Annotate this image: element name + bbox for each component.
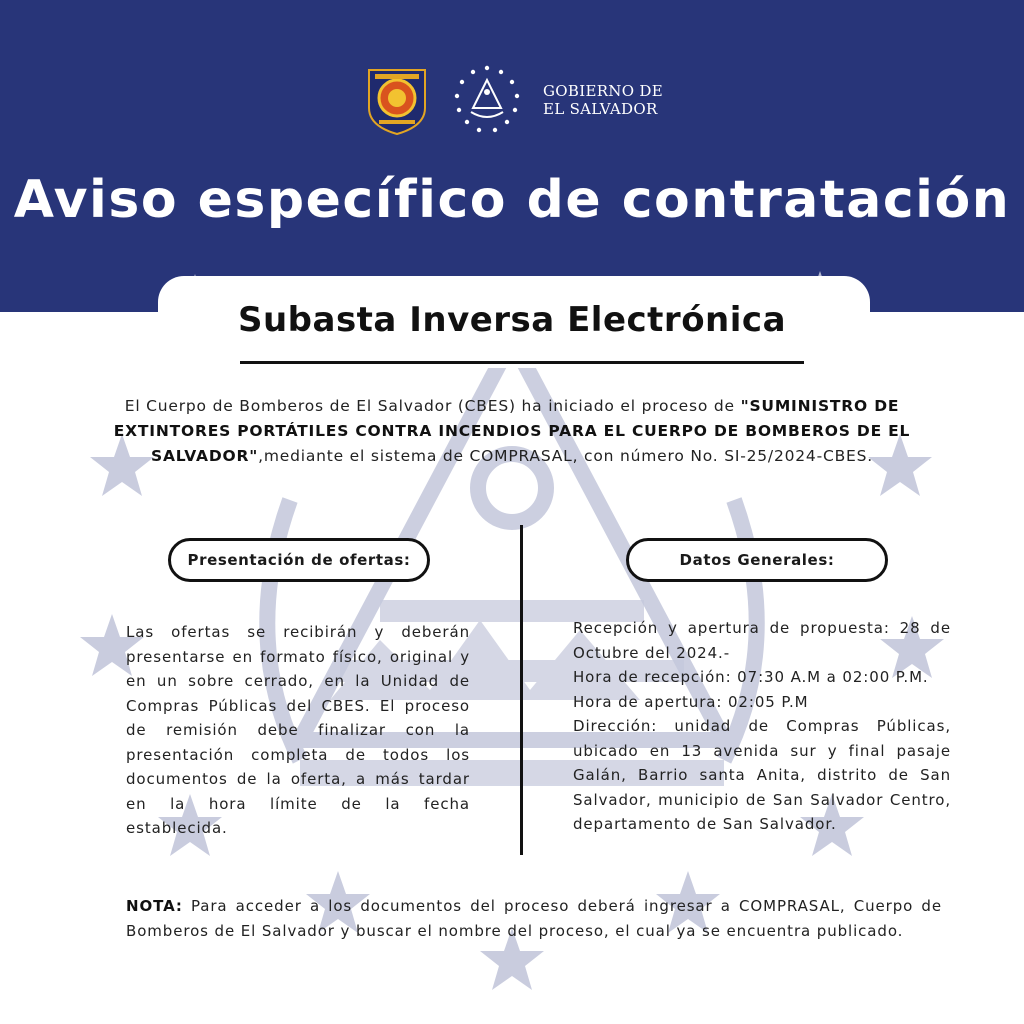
general-data-heading-pill: Datos Generales: [626,538,888,582]
gov-line-1: GOBIERNO DE [543,82,663,100]
reception-hours-line: Hora de recepción: 07:30 A.M a 02:00 P.M. [573,668,929,686]
gov-line-2: EL SALVADOR [543,100,658,118]
intro-highlight: "SUMINISTRO DE EXTINTORES PORTÁTILES CONTRA INCENDIOS PARA EL CUERPO DE BOMBEROS DE EL SALVADOR" [113,397,911,465]
offers-body: Las ofertas se recibirán y deberán presentarse en formato físico, original y en un sobre cerrado, en la Unidad de Compras Públicas del CBES. El proceso de remisión debe finalizar con la presentación completa de todos los documentos de la oferta, a más tardar en la hora límite de la fecha establecida. [126,623,470,837]
reception-date-line: Recepción y apertura de propuesta: 28 de Octubre del 2024.- [573,619,951,662]
main-title: Aviso específico de contratación [13,170,1011,230]
column-divider [520,525,523,855]
opening-time-line: Hora de apertura: 02:05 P.M [573,692,809,711]
intro-tail: ,mediante el sistema de COMPRASAL, con número No. SI-25/2024-CBES. [258,447,873,465]
cbes-emblem-logo [361,64,433,136]
coat-of-arms-logo [451,64,523,136]
subtitle-underline [240,361,804,364]
offers-heading-pill: Presentación de ofertas: [168,538,430,582]
general-data-body [573,616,951,837]
nota-text: Para acceder a los documentos del proceso deberá ingresar a COMPRASAL, Cuerpo de Bomberos de El Salvador y buscar el nombre del proceso, el cual ya se encuentra publicado. [126,897,942,940]
subtitle: Subasta Inversa Electrónica [237,300,787,340]
nota-label: NOTA: [126,897,183,915]
nota-paragraph [126,894,942,943]
intro-paragraph [86,394,938,469]
address-line: Dirección: unidad de Compras Públicas, ubicado en 13 avenida sur y final pasaje Galán, Barrio santa Anita, distrito de San Salvador, municipio de San Salvador Centro, departamento de San Salvador. [573,717,951,833]
intro-lead: El Cuerpo de Bomberos de El Salvador (CBES) ha iniciado el proceso de [124,397,741,415]
government-name [543,82,663,118]
logo-row [0,64,1024,136]
